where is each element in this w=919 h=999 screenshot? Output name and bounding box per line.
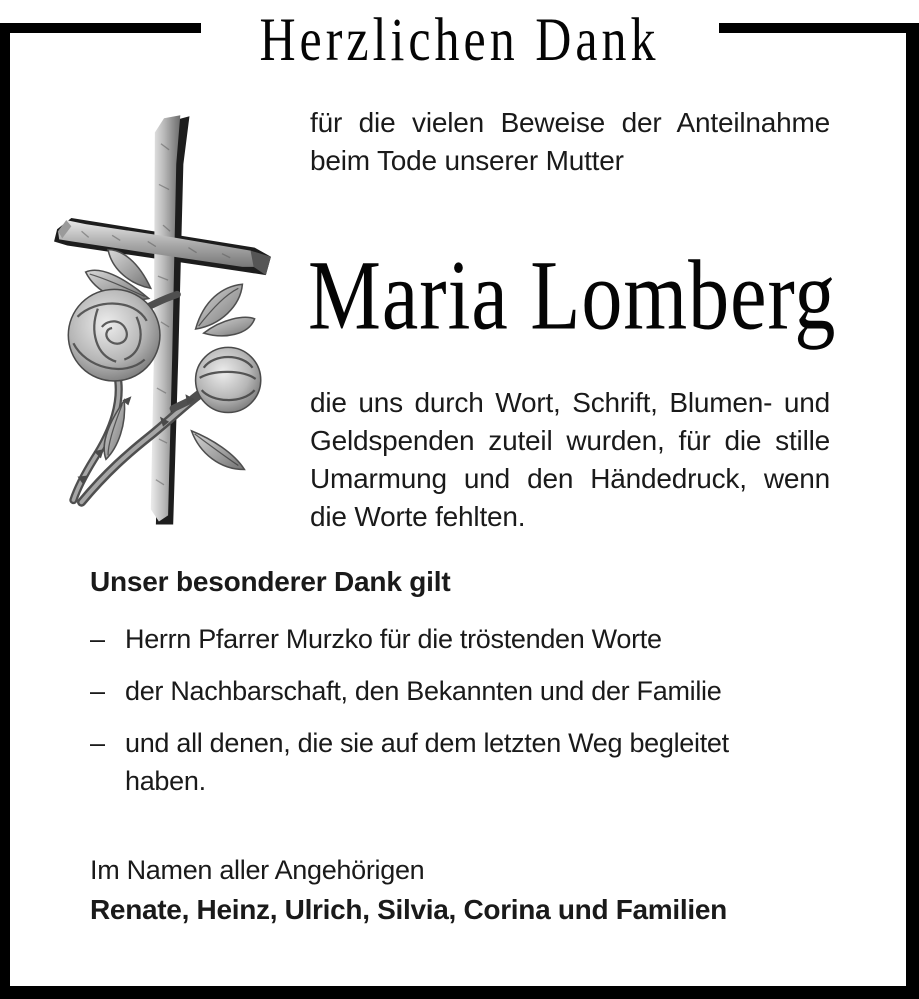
list-dash: – (90, 728, 105, 758)
intro-line: für die vielen Beweise der Anteilnahme (310, 107, 830, 138)
list-item-text: und all denen, die sie auf dem letzten Weg begleitet (125, 728, 729, 758)
deceased-name: Maria Lomberg (308, 239, 837, 351)
list-item (90, 620, 850, 658)
cross-with-roses-photo (50, 103, 276, 551)
body-line: die Worte fehlten. (310, 501, 526, 532)
list-item-text: der Nachbarschaft, den Bekannten und der Familie (125, 676, 722, 706)
list-dash: – (90, 624, 105, 654)
list-dash: – (90, 676, 105, 706)
frame-right-edge (906, 23, 919, 999)
body-line: Umarmung und den Händedruck, wenn (310, 463, 830, 494)
body-line: die uns durch Wort, Schrift, Blumen- und (310, 387, 830, 418)
frame-left-edge (0, 23, 10, 999)
list-item-text: Herrn Pfarrer Murzko für die tröstenden Worte (125, 624, 662, 654)
thanks-list (90, 620, 850, 800)
intro-line: beim Tode unserer Mutter (310, 145, 624, 176)
frame-bottom-edge (0, 986, 919, 999)
list-item (90, 672, 850, 710)
list-item (90, 724, 850, 800)
card-title: Herzlichen Dank (259, 5, 660, 74)
closing-block (90, 850, 727, 930)
thanks-heading: Unser besonderer Dank gilt (90, 566, 451, 597)
list-item-text: haben. (125, 766, 206, 796)
body-line: Geldspenden zuteil wurden, für die stille (310, 425, 830, 456)
family-names: Renate, Heinz, Ulrich, Silvia, Corina und Familien (90, 894, 727, 925)
body-text (310, 384, 830, 536)
intro-text (310, 104, 830, 180)
closing-text: Im Namen aller Angehörigen (90, 855, 425, 885)
